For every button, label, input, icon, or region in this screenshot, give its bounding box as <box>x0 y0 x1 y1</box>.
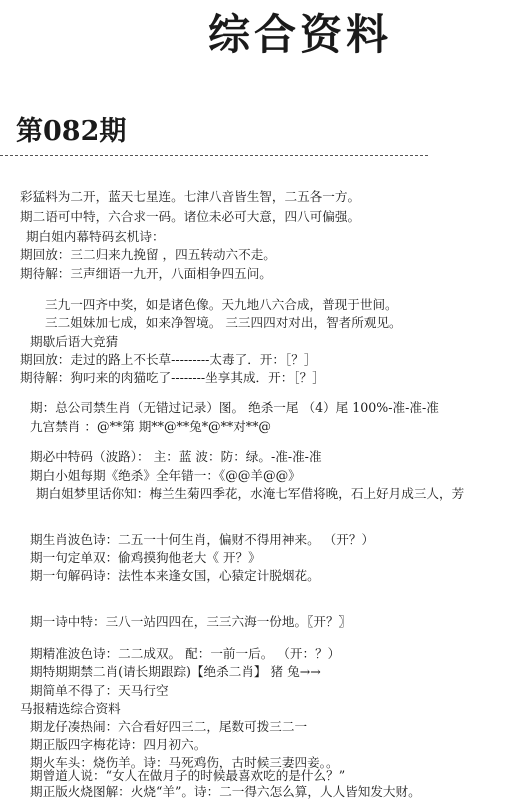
text-line: 期白姐梦里话你知：梅兰生菊四季花，水淹七军借将晚，石上好月成三人，芳 <box>36 486 465 501</box>
text-line: 三二姐妹加七成，如来净智境。 三三四四对对出，智者所观见。 <box>45 315 402 330</box>
text-line: 期歇后语大竞猜 <box>30 334 119 349</box>
issue-number: 第082期 <box>16 116 127 147</box>
text-line: 期精准波色诗：二二成双。 配：一前一后。 （开：？） <box>30 646 341 661</box>
text-line: 期一句定单双：偷鸡摸狗他老大《 开？》 <box>30 550 261 565</box>
text-line: 彩猛料为二开，蓝天七星连。七津八音皆生智，二五各一方。 <box>20 189 361 204</box>
text-line: 期一诗中特：三八一站四四在，三三六海一份地。〖开？〗 <box>30 614 352 629</box>
text-line: 期二语可中特，六合求一码。诸位未必可大意，四八可偏强。 <box>20 209 361 224</box>
text-line: 期：总公司禁生肖（无错过记录）图。 绝杀一尾 （4）尾 100%-准-准-准 <box>30 400 439 415</box>
text-line: 期龙仔凑热闹：六合看好四三二，尾数可拨三二一 <box>30 719 308 734</box>
text-line: 期简单不得了：天马行空 <box>30 683 169 698</box>
text-line: 期特期期禁二肖(请长期跟踪)【绝杀二肖】 猪 兔→→ <box>30 664 321 679</box>
dashed-divider <box>0 155 428 156</box>
text-line: 期生肖波色诗：二五一十何生肖，偏财不得用神来。 （开？） <box>30 532 375 547</box>
text-line: 期白姐内幕特码玄机诗： <box>26 229 165 244</box>
text-line: 三九一四齐中奖，如是诸色像。天九地八六合成，普现于世间。 <box>45 297 398 312</box>
text-line: 期回放：走过的路上不长草---------太毒了．开：［？］ <box>20 352 317 367</box>
page-title: 综合资料 <box>208 10 393 59</box>
text-line: 马报精选综合资料 <box>20 701 121 716</box>
text-line: 期正版火烧图解：火烧“羊”。诗：二一得六怎么算，人人皆知发大财。 <box>30 784 421 799</box>
text-line: 期白小姐每期《绝杀》全年错一：《@@羊@@》 <box>30 468 301 483</box>
text-line: 期必中特码（波路）： 主：蓝 波：防：绿。-准-准-准 <box>30 449 322 464</box>
text-line: 期待解：三声细语一九开，八面相争四五问。 <box>20 266 272 281</box>
text-line: 期一句解码诗：法性本来逢女国，心猿定计脱烟花。 <box>30 568 320 583</box>
text-line: 期正版四字梅花诗：四月初六。 <box>30 737 207 752</box>
text-line: 期曾道人说：“女人在做月子的时候最喜欢吃的是什么？” <box>30 768 346 783</box>
text-line: 九宫禁肖 ：@**第 期**@**兔*@**对**@ <box>30 419 271 434</box>
text-line: 期回放：三二归来九挽留 ，四五转动六不走。 <box>20 247 276 262</box>
text-line: 期火车头：烧伤羊。诗：马死鸡伤，古时候三妻四妾。。 <box>30 755 339 770</box>
text-line: 期待解：狗叼来的肉猫吃了--------坐享其成．开：［？］ <box>20 370 325 385</box>
